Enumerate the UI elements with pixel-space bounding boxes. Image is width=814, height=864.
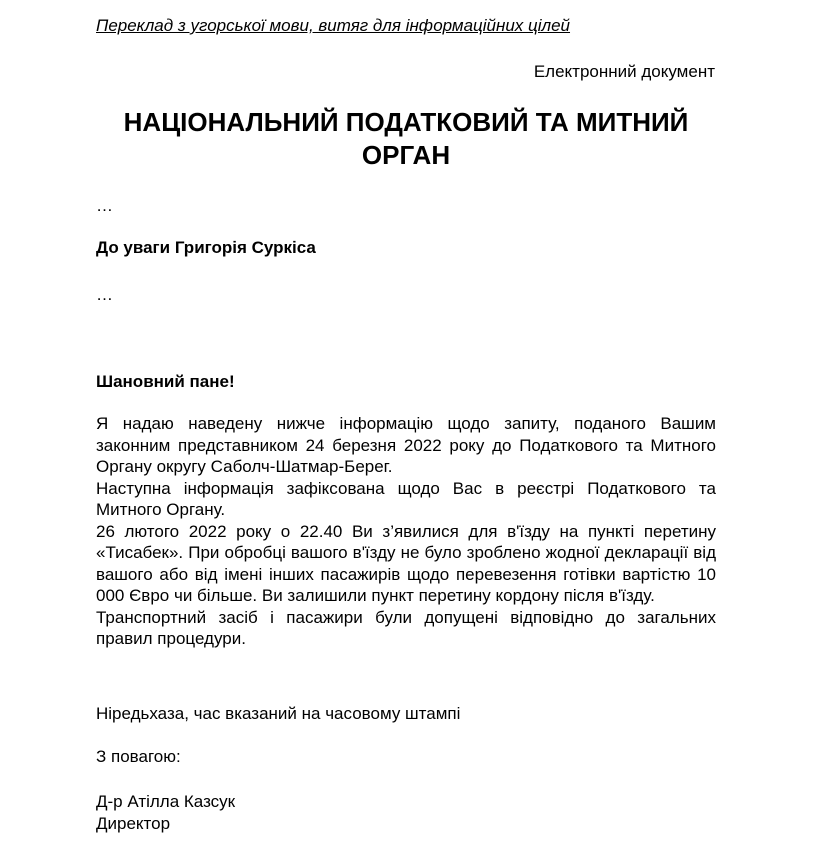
document-type-label: Електронний документ (533, 62, 715, 81)
closing-phrase: З повагою: (96, 747, 181, 766)
omission-marker: … (96, 196, 113, 215)
omission-marker: … (96, 285, 113, 304)
letter-body (96, 413, 716, 650)
body-paragraph: 26 лютого 2022 року о 22.40 Ви з’явилися для в'їзду на пункті перетину «Тисабек». При обробці вашого в'їзду не було зроблено жодної декларації від вашого або від імені інших пасажирів щодо перевезення готівки вартістю 10 000 Євро чи більше. Ви залишили пункт перетину кордону після в'їзду. (96, 521, 716, 605)
attention-line: До уваги Григорія Суркіса (96, 238, 316, 257)
body-paragraph: Транспортний засіб і пасажири були допущені відповідно до загальних правил процедури. (96, 607, 716, 648)
signatory-title: Директор (96, 814, 171, 833)
place-and-time: Ніредьхаза, час вказаний на часовому штампі (96, 704, 461, 723)
body-paragraph: Я надаю наведену нижче інформацію щодо запиту, поданого Вашим законним представником 24 березня 2022 року до Податкового та Митного Органу округу Саболч-Шатмар-Берег. (96, 414, 716, 476)
translation-note: Переклад з угорської мови, витяг для інформаційних цілей (96, 16, 571, 35)
body-paragraph: Наступна інформація зафіксована щодо Вас в реєстрі Податкового та Митного Органу. (96, 478, 716, 519)
salutation: Шановний пане! (96, 372, 235, 391)
document-title: НАЦІОНАЛЬНИЙ ПОДАТКОВИЙ ТА МИТНИЙ ОРГАН (123, 107, 689, 170)
signatory-name: Д-р Атілла Казсук (96, 792, 236, 811)
